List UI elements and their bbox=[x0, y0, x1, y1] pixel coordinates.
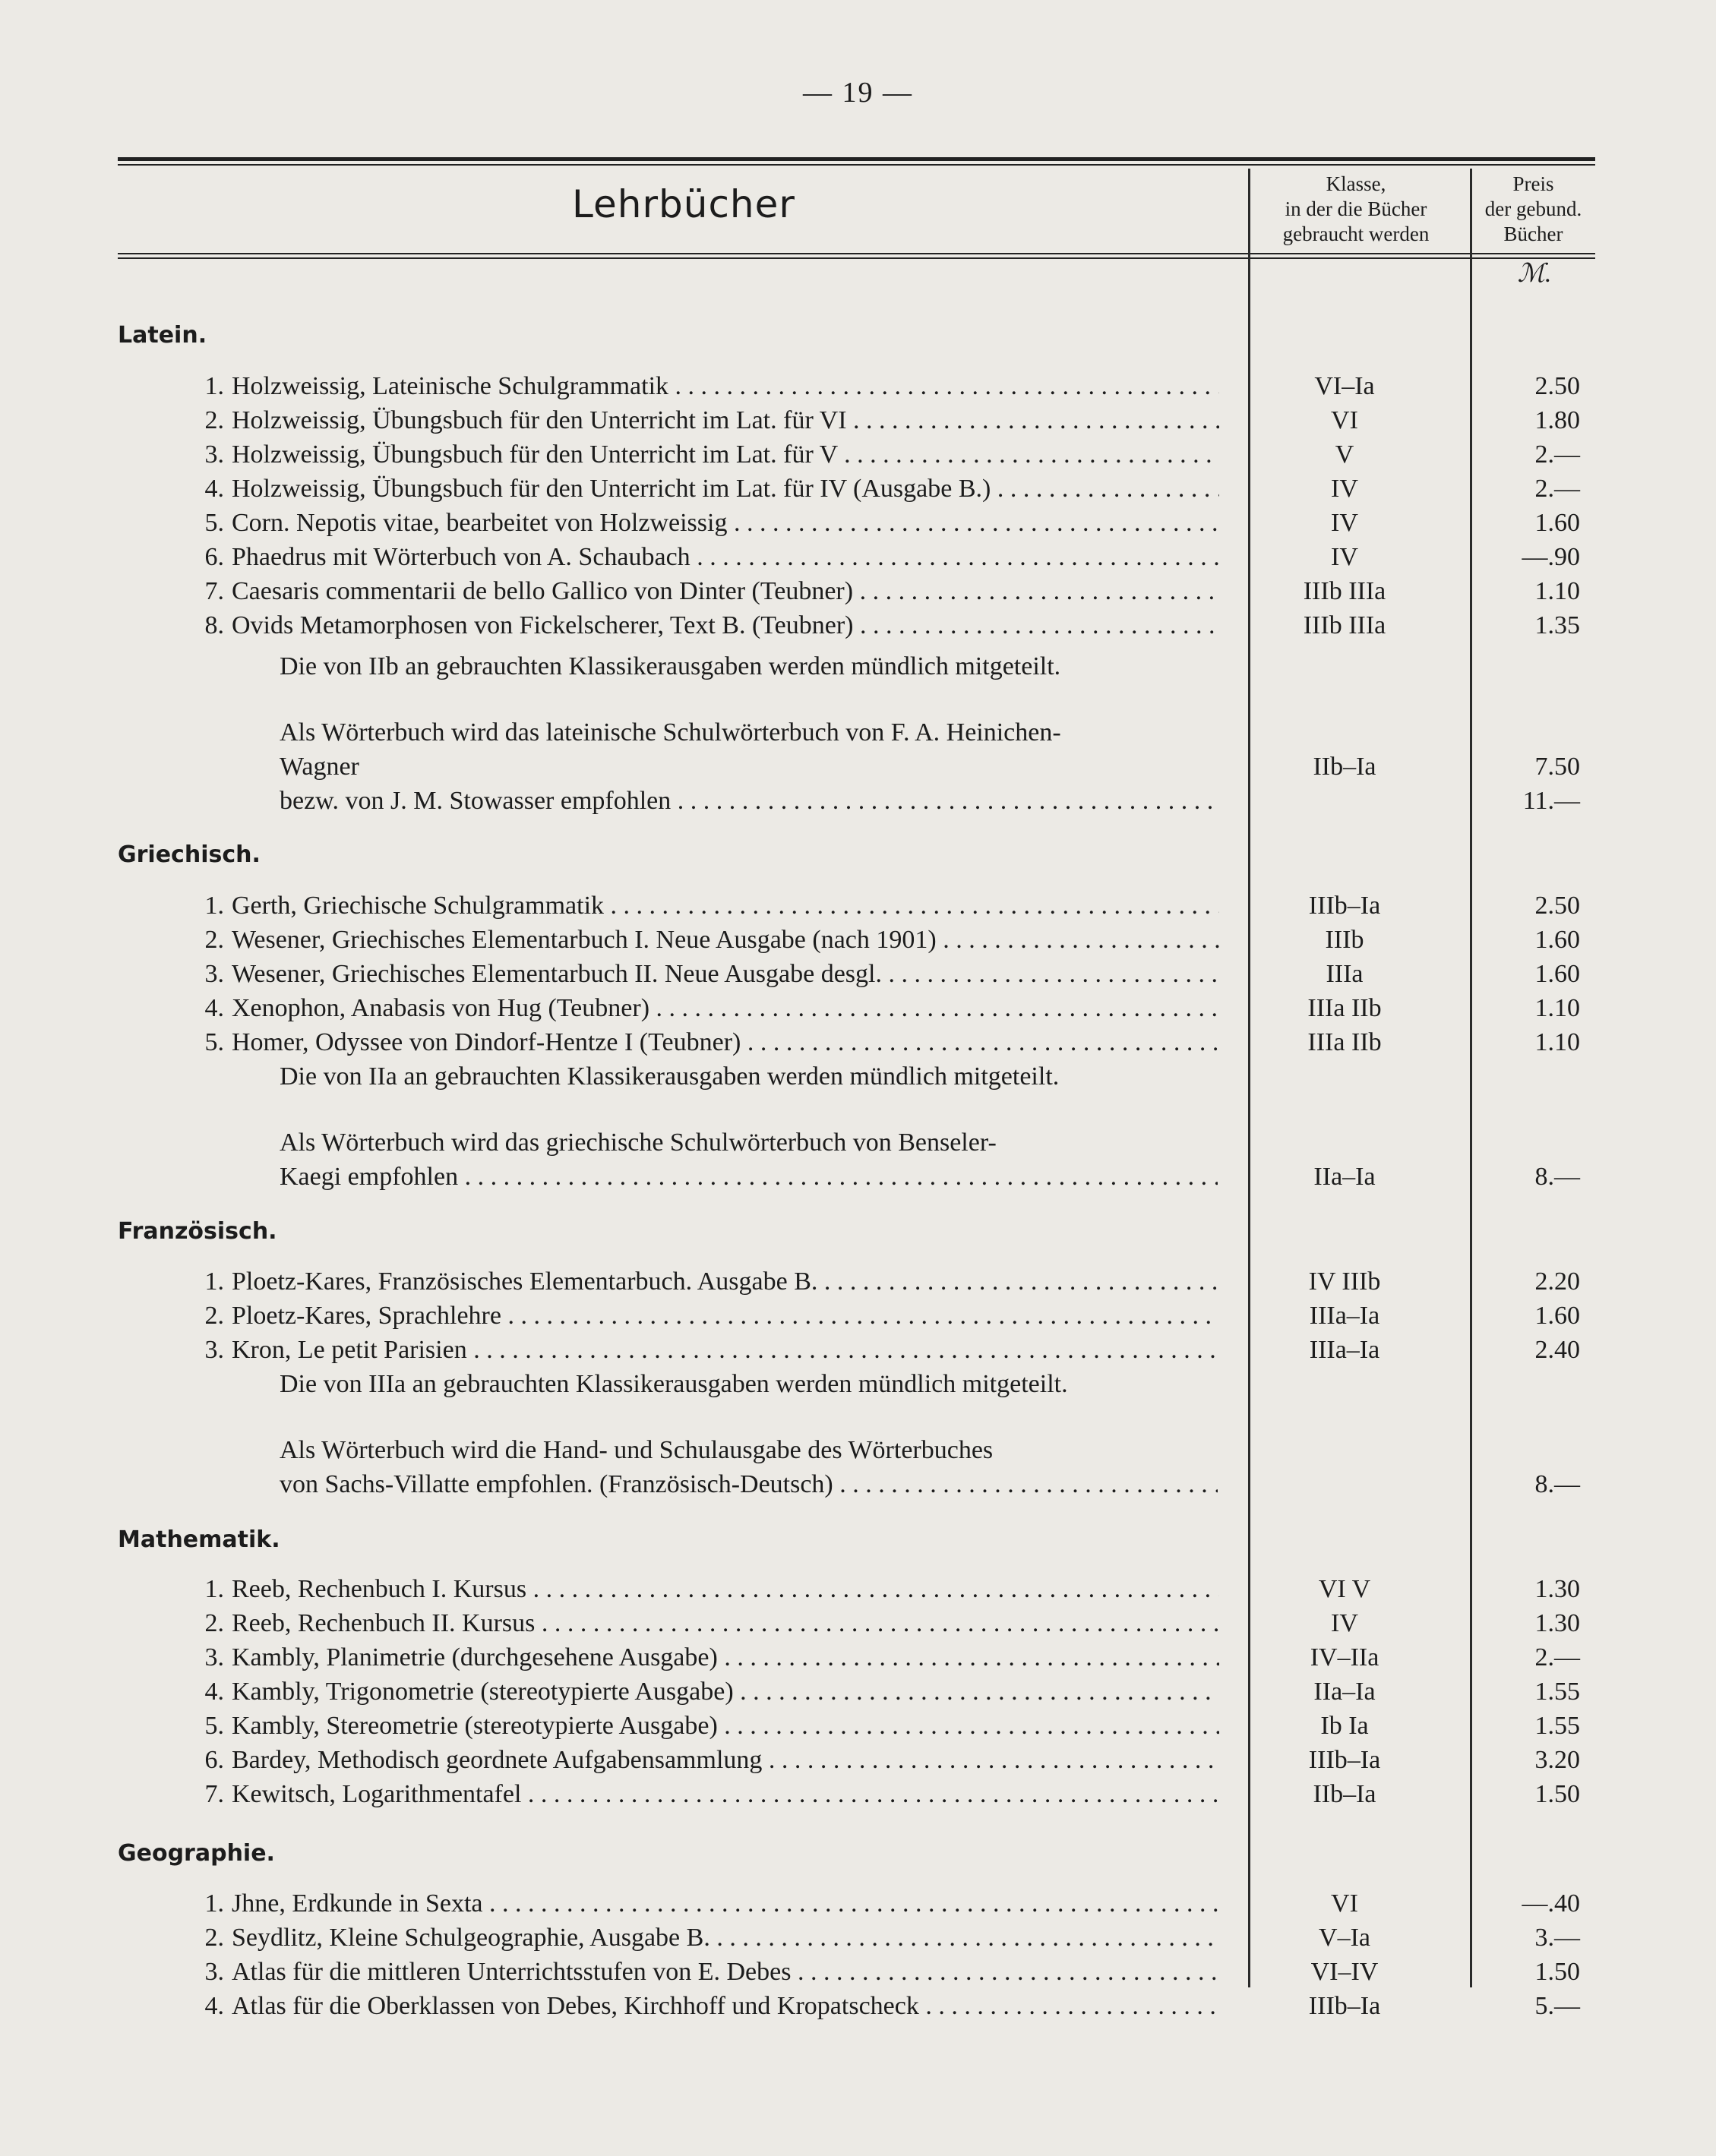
table-row: 5. Homer, Odyssee von Dindorf-Hentze I (Teubner) . . . IIIa IIb 1.10 bbox=[0, 1028, 1716, 1062]
table-row: 2. Wesener, Griechisches Elementarbuch I. Neue Ausgabe (nach 1901) . . . IIIb 1.60 bbox=[0, 926, 1716, 959]
note-woerterbuch: Als Wörterbuch wird das griechische Schulwörterbuch von Benseler- bbox=[280, 1129, 997, 1157]
note-preis: 11.— bbox=[1522, 787, 1580, 815]
table-row: 2. Seydlitz, Kleine Schulgeographie, Ausgabe B. . . . V–Ia 3.— bbox=[0, 1924, 1716, 1957]
note-klassiker: Die von IIIa an gebrauchten Klassikerausgaben werden mündlich mitgeteilt. bbox=[280, 1370, 1068, 1398]
note-klasse: IIa–Ia bbox=[1313, 1163, 1376, 1191]
table-row: 4. Atlas für die Oberklassen von Debes, Kirchhoff und Kropatscheck . . . IIIb–Ia 5.— bbox=[0, 1992, 1716, 2025]
section-title-mathematik: Mathematik. bbox=[118, 1526, 280, 1553]
note-woerterbuch: Als Wörterbuch wird das lateinische Schulwörterbuch von F. A. Heinichen- bbox=[280, 718, 1061, 747]
table-row: 4. Kambly, Trigonometrie (stereotypierte Ausgabe) . . . IIa–Ia 1.55 bbox=[0, 1678, 1716, 1711]
table-row: 2. Reeb, Rechenbuch II. Kursus . . . IV 1.30 bbox=[0, 1609, 1716, 1643]
section-title-geographie: Geographie. bbox=[118, 1840, 275, 1867]
table-row: 4. Xenophon, Anabasis von Hug (Teubner) . . . IIIa IIb 1.10 bbox=[0, 994, 1716, 1027]
currency-symbol: ℳ. bbox=[1517, 260, 1552, 288]
note-preis: 8.— bbox=[1534, 1470, 1580, 1498]
note-klasse: IIb–Ia bbox=[1313, 753, 1376, 781]
table-row: 3. Wesener, Griechisches Elementarbuch II. Neue Ausgabe desgl. . . . IIIa 1.60 bbox=[0, 960, 1716, 993]
note-klassiker: Die von IIa an gebrauchten Klassikerausgaben werden mündlich mitgeteilt. bbox=[280, 1062, 1060, 1091]
klasse-column-header: Klasse, in der die Bücher gebraucht werden bbox=[1282, 172, 1430, 245]
table-row: 5. Corn. Nepotis vitae, bearbeitet von Holzweissig . . . IV 1.60 bbox=[0, 509, 1716, 542]
preis-column-header: Preis der gebund. Bücher bbox=[1484, 172, 1582, 245]
note-woerterbuch-cont: von Sachs-Villatte empfohlen. (Französisch-Deutsch) . . . bbox=[280, 1470, 1218, 1499]
header-top-rule-thin bbox=[118, 164, 1595, 166]
note-klassiker: Die von IIb an gebrauchten Klassikerausgaben werden mündlich mitgeteilt. bbox=[280, 652, 1061, 680]
header-bottom-rule bbox=[118, 253, 1595, 254]
table-row: 8. Ovids Metamorphosen von Fickelscherer, Text B. (Teubner) . . . IIIb IIIa 1.35 bbox=[0, 611, 1716, 645]
note-woerterbuch: Als Wörterbuch wird die Hand- und Schulausgabe des Wörterbuches bbox=[280, 1436, 994, 1464]
table-row: 1. Jhne, Erdkunde in Sexta . . . VI —.40 bbox=[0, 1889, 1716, 1923]
table-row: 5. Kambly, Stereometrie (stereotypierte Ausgabe) . . . Ib Ia 1.55 bbox=[0, 1712, 1716, 1745]
table-row: 3. Atlas für die mittleren Unterrichtsstufen von E. Debes . . . VI–IV 1.50 bbox=[0, 1958, 1716, 1991]
note-woerterbuch-alt: bezw. von J. M. Stowasser empfohlen . . . bbox=[280, 787, 1218, 816]
table-row: 3. Kron, Le petit Parisien . . . IIIa–Ia 2.40 bbox=[0, 1336, 1716, 1369]
table-row: 6. Phaedrus mit Wörterbuch von A. Schaubach . . . IV —.90 bbox=[0, 543, 1716, 576]
note-woerterbuch-cont: Wagner bbox=[280, 753, 359, 781]
table-row: 1. Ploetz-Kares, Französisches Elementarbuch. Ausgabe B. . . . IV IIIb 2.20 bbox=[0, 1267, 1716, 1301]
note-woerterbuch-cont: Kaegi empfohlen . . . bbox=[280, 1163, 1218, 1192]
section-title-griechisch: Griechisch. bbox=[118, 841, 261, 868]
table-row: 3. Kambly, Planimetrie (durchgesehene Ausgabe) . . . IV–IIa 2.— bbox=[0, 1643, 1716, 1677]
page-number: — 19 — bbox=[803, 77, 913, 109]
page-title: Lehrbücher bbox=[572, 182, 795, 226]
table-row: 1. Reeb, Rechenbuch I. Kursus . . . VI V 1.30 bbox=[0, 1575, 1716, 1608]
table-row: 2. Ploetz-Kares, Sprachlehre . . . IIIa–Ia 1.60 bbox=[0, 1302, 1716, 1335]
table-row: 4. Holzweissig, Übungsbuch für den Unterricht im Lat. für IV (Ausgabe B.) . . . IV 2.— bbox=[0, 475, 1716, 508]
table-row: 7. Caesaris commentarii de bello Gallico von Dinter (Teubner) . . . IIIb IIIa 1.10 bbox=[0, 577, 1716, 611]
section-title-franzoesisch: Französisch. bbox=[118, 1218, 277, 1245]
table-row: 7. Kewitsch, Logarithmentafel . . . IIb–Ia 1.50 bbox=[0, 1780, 1716, 1814]
note-preis: 8.— bbox=[1534, 1163, 1580, 1191]
header-top-rule bbox=[118, 157, 1595, 161]
table-header bbox=[118, 169, 1595, 251]
header-bottom-rule-2 bbox=[118, 257, 1595, 259]
table-row: 1. Holzweissig, Lateinische Schulgrammatik . . . VI–Ia 2.50 bbox=[0, 372, 1716, 406]
table-row: 1. Gerth, Griechische Schulgrammatik . . . IIIb–Ia 2.50 bbox=[0, 892, 1716, 925]
section-title-latein: Latein. bbox=[118, 322, 207, 349]
table-row: 3. Holzweissig, Übungsbuch für den Unterricht im Lat. für V . . . V 2.— bbox=[0, 440, 1716, 474]
table-row: 2. Holzweissig, Übungsbuch für den Unterricht im Lat. für VI . . . VI 1.80 bbox=[0, 406, 1716, 440]
table-row: 6. Bardey, Methodisch geordnete Aufgabensammlung . . . IIIb–Ia 3.20 bbox=[0, 1746, 1716, 1779]
note-preis: 7.50 bbox=[1534, 753, 1580, 781]
